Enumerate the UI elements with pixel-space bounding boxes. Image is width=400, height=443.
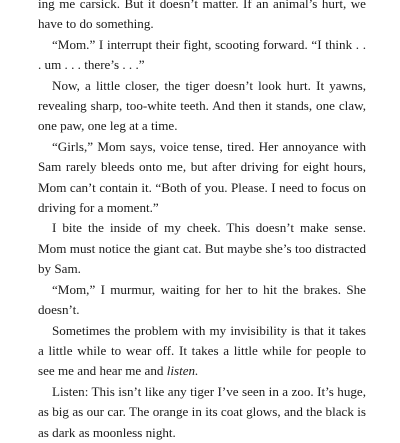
paragraph-text: Now, a little closer, the tiger doesn’t look hurt. It yawns, revealing sharp, too-white teeth. And then it stands, one claw, one paw, one leg at a time. (38, 77, 366, 134)
book-page (38, 0, 366, 443)
paragraph-7 (38, 321, 366, 382)
paragraph-text: ing me carsick. But it doesn’t matter. If an animal’s hurt, we have to do something. (38, 0, 366, 32)
paragraph-3 (38, 76, 366, 137)
paragraph-1 (38, 0, 366, 35)
paragraph-text: I bite the inside of my cheek. This doesn’t make sense. Mom must notice the giant cat. But maybe she’s too distracted by Sam. (38, 220, 366, 277)
paragraph-5 (38, 218, 366, 279)
paragraph-2 (38, 35, 366, 76)
paragraph-4 (38, 137, 366, 219)
paragraph-text: “Mom,” I murmur, waiting for her to hit the brakes. She doesn’t. (38, 281, 366, 318)
emphasized-text: listen. (166, 363, 199, 379)
paragraph-text: Sometimes the problem with my invisibility is that it takes a little while to wear off. It takes a little while for people to see me and hear me and (38, 322, 366, 379)
paragraph-8 (38, 382, 366, 443)
paragraph-6 (38, 280, 366, 321)
paragraph-text: Listen: This isn’t like any tiger I’ve seen in a zoo. It’s huge, as big as our car. The orange in its coat glows, and the black is as dark as moonless night. (38, 383, 366, 440)
paragraph-text: “Mom.” I interrupt their fight, scooting forward. “I think . . . um . . . there’s . . .” (38, 36, 366, 73)
paragraph-text: “Girls,” Mom says, voice tense, tired. Her annoyance with Sam rarely bleeds onto me, but after driving for eight hours, Mom can’t contain it. “Both of you. Please. I need to focus on driving for a moment.” (38, 138, 366, 216)
